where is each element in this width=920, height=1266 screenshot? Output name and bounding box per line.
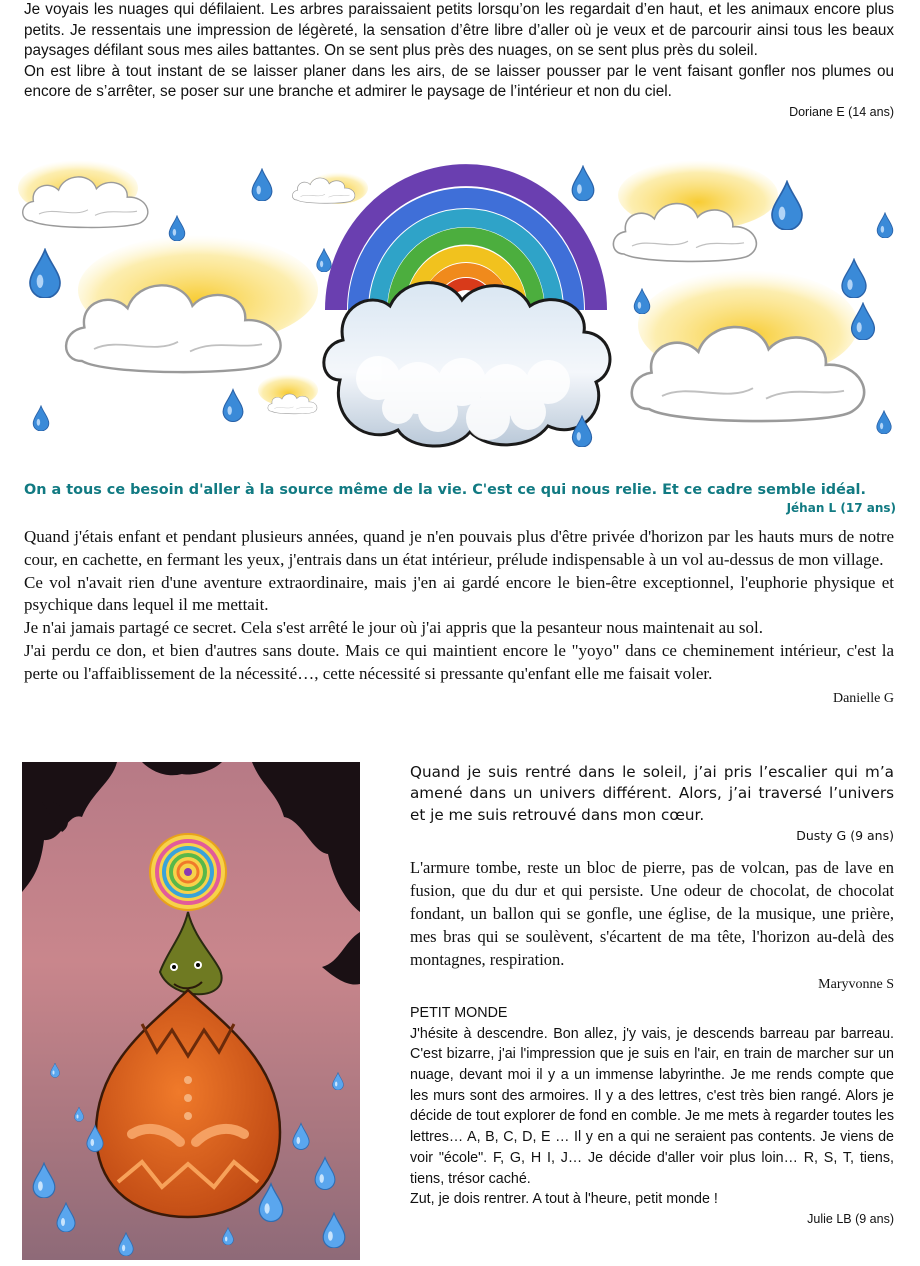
quote-text: On a tous ce besoin d'aller à la source même de la vie. C'est ce qui nous relie. Et ce cadre semble idéal.: [24, 482, 866, 498]
rain-drop: [634, 289, 650, 314]
story-paragraph: Ce vol n'avait rien d'une aventure extraordinaire, mais j'en ai gardé encore le bien-être exceptionnel, l'euphorie physique et psychique dans lequel il me mettait.: [24, 572, 894, 615]
rain-drop: [252, 169, 272, 201]
author-signature: Maryvonne S: [818, 976, 894, 992]
story-paragraph: Je voyais les nuages qui défilaient. Les arbres paraissaient petits lorsqu’on les regardait d’en haut, et les animaux encore plus petits. Je ressentais une impression de légèreté, la sensation d’être libre d’aller où je veux et de parcourir ainsi tous les beaux paysages défilant sous mes ailes battantes. On se sent plus près des nuages, on se sent plus près du soleil.: [24, 1, 894, 60]
author-signature: Danielle G: [832, 690, 894, 706]
story-doriane: [24, 0, 894, 121]
author-signature: Doriane E (14 ans): [789, 104, 894, 119]
author-signature: Julie LB (9 ans): [807, 1211, 894, 1226]
story-closing: Zut, je dois rentrer. A tout à l'heure, petit monde !: [410, 1191, 718, 1208]
rain-drop: [852, 303, 875, 340]
story-title: PETIT MONDE: [410, 1004, 508, 1021]
rainbow: [336, 175, 596, 310]
spiral-figure-illustration: [22, 762, 360, 1260]
story-dusty: Quand je suis rentré dans le soleil, j’ai pris l’escalier qui m’a amené dans un univers différent. Alors, j’ai traversé l’univers et je me suis retrouvé dans mon cœur.: [410, 763, 894, 824]
story-petit-monde: J'hésite à descendre. Bon allez, j'y vais, je descends barreau par barreau. C'est bizarre, j'ai l'impression que je suis en l'air, en train de marcher sur un nuage, devant moi il y a un immense labyrinthe. Je me rends compte que les murs sont des armoires. Il y a des lettres, c'est très bien rangé. Alors je décide de tout explorer de fond en comble. Je me mets à regarder toutes les lettres… A, B, C, D, E … Il y en a qui ne seraient pas contents. Je viens de voir "école". F, G, H I, J… Je décide d'aller voir plus loin… R, S, T, tiens, tiens, trésor caché.: [410, 1025, 894, 1187]
rain-drop: [877, 213, 893, 238]
quote-signature: Jéhan L (17 ans): [786, 501, 896, 515]
rain-drop: [169, 216, 185, 241]
story-paragraph: Quand j'étais enfant et pendant plusieurs années, quand je n'en pouvais plus d'être privée d'horizon par les hauts murs de notre cour, en cachette, en fermant les yeux, j'entrais dans un état intérieur, prélude indispensable à un vol au-dessus de mon village.: [24, 527, 894, 569]
story-maryvonne: L'armure tombe, reste un bloc de pierre, pas de volcan, pas de lave en fusion, que du dur et qui persiste. Une odeur de chocolat, de chocolat fondant, un ballon qui se gonfle, une église, de la musique, une prière, mes bras qui se soulèvent, s'écartent de ma tête, l'horizon au-delà des montagnes, respiration.: [410, 857, 894, 969]
rain-drop: [223, 390, 243, 422]
rain-drop: [33, 406, 49, 431]
story-paragraph: J'ai perdu ce don, et bien d'autres sans doute. Mais ce qui maintient encore le "yoyo" dans ce cheminement intérieur, c'est la perte ou l'affaiblissement de la nécessité…, cette nécessité si pressante qu'enfant elle me faisait voler.: [24, 640, 894, 683]
rain-drop: [317, 249, 331, 272]
rain-drop: [842, 259, 866, 298]
right-column: [410, 762, 894, 1228]
story-paragraph: On est libre à tout instant de se laisser planer dans les airs, de se laisser pousser par le vent faisant gonfler nos plumes ou encore de s’arrêter, se poser sur une branche et admirer le paysage de l’intérieur et non du ciel.: [24, 62, 894, 101]
story-danielle: [24, 526, 894, 708]
rain-drop: [572, 166, 594, 201]
author-signature: Dusty G (9 ans): [796, 827, 894, 843]
story-paragraph: Je n'ai jamais partagé ce secret. Cela s'est arrêté le jour où j'ai appris que la pesanteur nous maintenait au sol.: [24, 618, 763, 638]
quote-block: [24, 480, 896, 516]
rain-drop: [877, 411, 891, 434]
spiral-sun: [150, 834, 226, 910]
rainbow-cloud-illustration: [18, 150, 898, 450]
rain-drop: [30, 250, 60, 298]
